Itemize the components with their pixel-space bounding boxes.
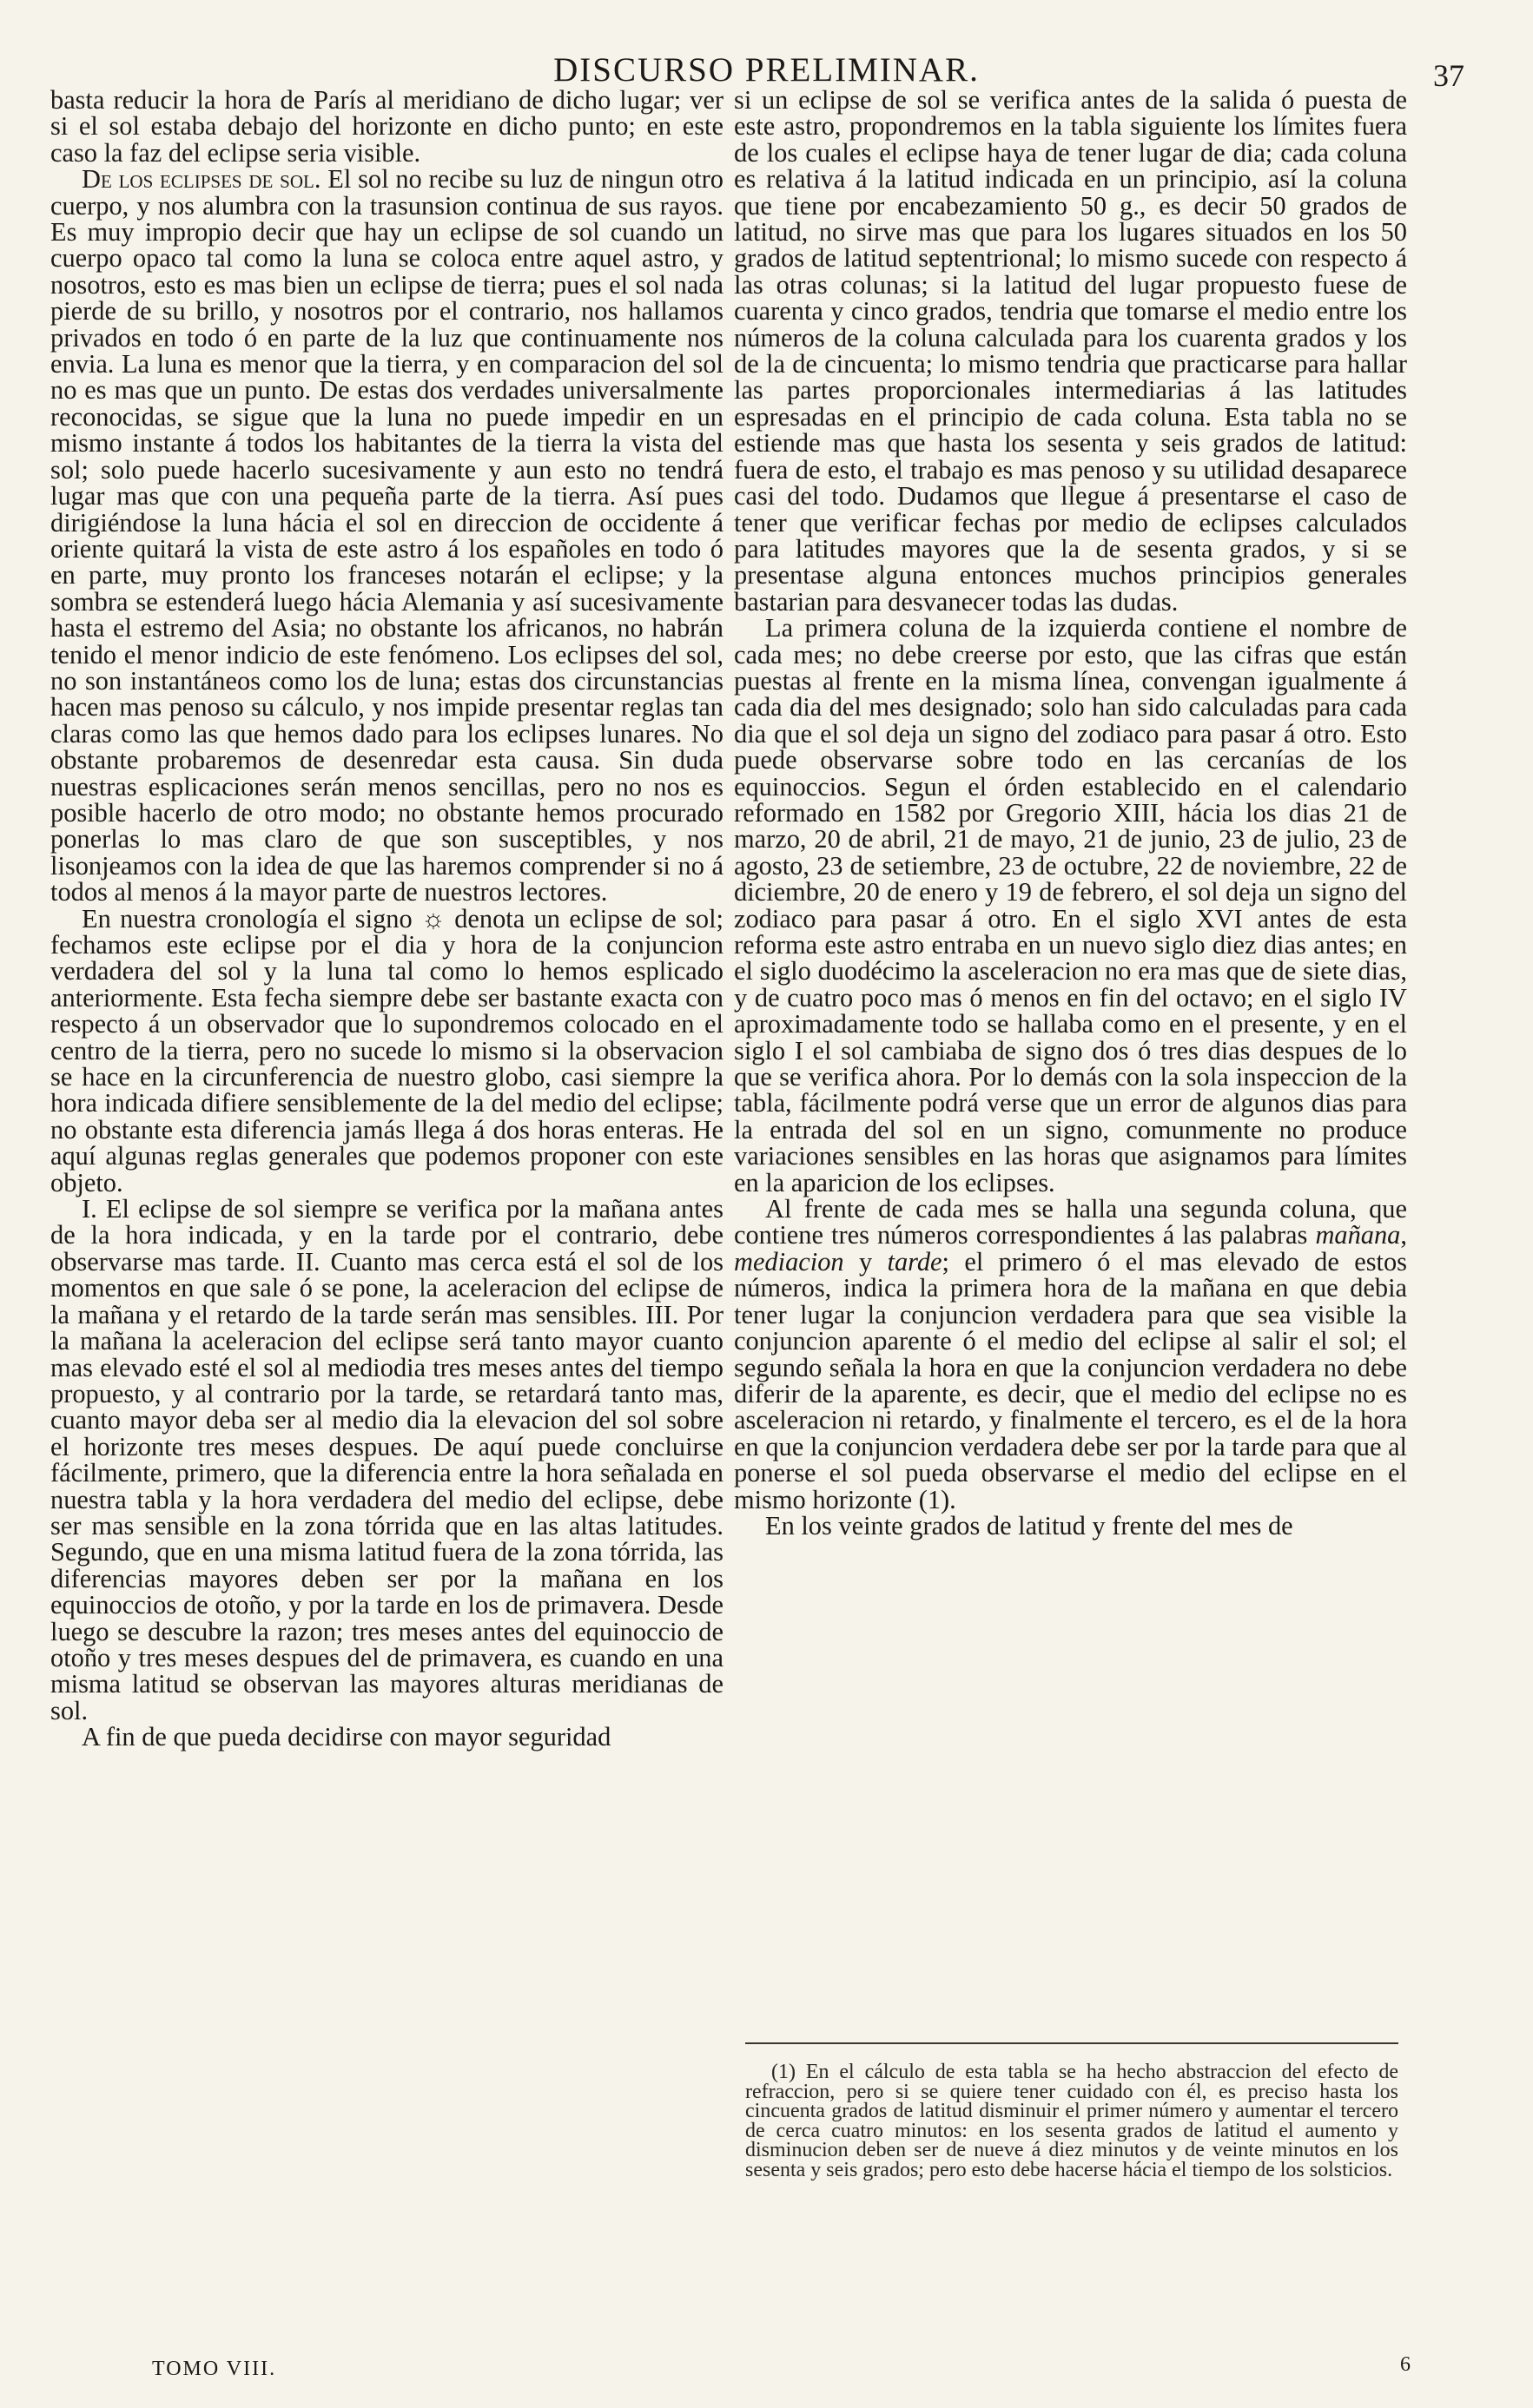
footnote-marker: (1) (771, 2061, 796, 2083)
left-paragraph-3-text-a: En nuestra cronología el signo (82, 903, 422, 934)
sun-eclipse-symbol-icon: ☼ (421, 903, 446, 934)
left-column (50, 87, 724, 1751)
left-paragraph-5: A fin de que pueda decidirse con mayor seguridad (82, 1722, 611, 1752)
left-paragraph-3-text-b: denota un eclipse de sol; fechamos este eclipse por el dia y hora de la conjuncion verdadera del sol y la luna tal como lo hemos esplicado anteriormente. Esta fecha siempre debe ser bastante exacta con respecto á un observador que lo supondremos colocado en el centro de la tierra, pero no sucede lo mismo si la observacion se hace en la circunferencia de nuestro globo, casi siempre la hora indicada difiere sensiblemente de la del medio del eclipse; no obstante esta diferencia jamás llega á dos horas enteras. He aquí algunas reglas generales que podemos proponer con este objeto. (50, 903, 724, 1197)
separator-1: , (1400, 1220, 1407, 1250)
section-heading-solar-eclipses: De los eclipses de sol. (82, 164, 321, 195)
right-column (734, 87, 1407, 1539)
left-paragraph-4: I. El eclipse de sol siempre se verifica por la mañana antes de la hora indicada, y en la tarde por el contrario, debe observarse mas tarde. II. Cuanto mas cerca está el sol de los momentos en que sale ó se pone, la aceleracion del eclipse de la mañana y el retardo de la tarde serán mas sensibles. III. Por la mañana la aceleracion del eclipse será tanto mayor cuanto mas elevado esté el sol al mediodia tres meses antes del tiempo propuesto, y al contrario por la tarde, se retardará tanto mas, cuanto mayor deba ser al medio dia la elevacion del sol sobre el horizonte tres meses despues. De aquí puede concluirse fácilmente, primero, que la diferencia entre la hora señalada en nuestra tabla y la hora verdadera del medio del eclipse, debe ser mas sensible en la zona tórrida que en las altas latitudes. Segundo, que en una misma latitud fuera de la zona tórrida, las diferencias mayores deben ser por la mañana en los equinoccios de otoño, y por la tarde en los de primavera. Desde luego se descubre la razon; tres meses antes del equinoccio de otoño y tres meses despues del de primavera, es cuando en una misma latitud se observan las mayores alturas meridianas de sol. (50, 1194, 724, 1725)
left-paragraph-2-body: El sol no recibe su luz de ningun otro cuerpo, y nos alumbra con la trasunsion continua de sus rayos. Es muy impropio decir que hay un eclipse de sol cuando un cuerpo opaco tal como la luna se coloca entre aquel astro, y nosotros, esto es mas bien un eclipse de tierra; pues el sol nada pierde de su brillo, y nosotros por el contrario, nos hallamos privados en todo ó en parte de la luz que continuamente nos envia. La luna es menor que la tierra, y en comparacion del sol no es mas que un punto. De estas dos verdades universalmente reconocidas, se sigue que la luna no puede impedir en un mismo instante á todos los habitantes de la tierra la vista del sol; solo puede hacerlo sucesivamente y aun esto no tendrá lugar mas que con una pequeña parte de la tierra. Así pues dirigiéndose la luna hácia el sol en direccion de occidente á oriente quitará la vista de este astro á los españoles en todo ó en parte, muy pronto los franceses notarán el eclipse; y la sombra se estenderá luego hácia Alemania y así sucesivamente hasta el estremo del Asia; no obstante los africanos, no habrán tenido el menor indicio de este fenómeno. Los eclipses del sol, no son instantáneos como los de luna; estas dos circunstancias hacen mas penoso su cálculo, y nos impide presentar reglas tan claras como las que hemos dado para los eclipses lunares. No obstante probaremos de desenredar esta causa. Sin duda nuestras esplicaciones serán menos sencillas, pero no nos es posible hacerlo de otro modo; no obstante hemos procurado ponerlas lo mas claro de que son susceptibles, y nos lisonjeamos con la idea de que las haremos comprender si no á todos al menos á la mayor parte de nuestros lectores. (50, 164, 724, 907)
gathering-signature: 6 (1400, 2353, 1411, 2376)
right-paragraph-3 (734, 1196, 1407, 1513)
right-paragraph-4: En los veinte grados de latitud y frente del mes de (765, 1510, 1293, 1540)
right-paragraph-3-text-b: ; el primero ó el mas elevado de estos números, indica la primera hora de la mañana en que debia tener lugar la conjuncion verdadera para que sea visible la conjuncion aparente ó el medio del eclipse al salir el sol; el segundo señala la hora en que la conjuncion verdadera no debe diferir de la aparente, es decir, que el medio del eclipse no es asceleracion ni retardo, y finalmente el tercero, es el de la hora en que la conjuncion verdadera debe ser por la tarde para que al ponerse el sol pueda observarse el medio del eclipse en el mismo horizonte (1). (734, 1246, 1407, 1514)
separator-2: y (843, 1246, 888, 1277)
left-paragraph-1: basta reducir la hora de París al meridiano de dicho lugar; ver si el sol estaba debajo del horizonte en dicho punto; en este caso la faz del eclipse seria visible. (50, 85, 724, 168)
footnote (745, 2062, 1398, 2180)
footnote-text: En el cálculo de esta tabla se ha hecho abstraccion del efecto de refraccion, pero si se quiere tener cuidado con él, es preciso hasta los cincuenta grados de latitud disminuir el primer número y aumentar el tercero de cerca cuatro minutos: en los sesenta grados de latitud el aumento y disminucion deben ser de nueve á diez minutos y de veinte minutos en los sesenta y seis grados; pero esto debe hacerse hácia el tiempo de los solsticios. (745, 2061, 1398, 2181)
page-number: 37 (1433, 58, 1464, 93)
right-paragraph-3-text-a: Al frente de cada mes se halla una segunda coluna, que contiene tres números correspondientes á las palabras (734, 1194, 1407, 1250)
word-mediacion: mediacion (734, 1246, 844, 1277)
volume-signature: TOMO VIII. (152, 2358, 277, 2380)
running-title: DISCURSO PRELIMINAR. (553, 51, 980, 89)
word-tarde: tarde (887, 1246, 942, 1277)
left-paragraph-2 (50, 166, 724, 905)
footnote-divider (745, 2042, 1398, 2044)
right-paragraph-1: si un eclipse de sol se verifica antes de la salida ó puesta de este astro, propondremos en la tabla siguiente los límites fuera de los cuales el eclipse haya de tener lugar de dia; cada coluna es relativa á la latitud indicada en un principio, así la coluna que tiene por encabezamiento 50 g., es decir 50 grados de latitud, no sirve mas que para los lugares situados en los 50 grados de latitud septentrional; lo mismo sucede con respecto á las otras colunas; si la latitud del lugar propuesto fuese de cuarenta y cinco grados, tendria que tomarse el medio entre los números de la coluna calculada para los cuarenta grados y los de la de cincuenta; lo mismo tendria que practicarse para hallar las partes proporcionales intermediarias á las latitudes espresadas en el principio de cada coluna. Esta tabla no se estiende mas que hasta los sesenta y seis grados de latitud: fuera de esto, el trabajo es mas penoso y su utilidad desaparece casi del todo. Dudamos que llegue á presentarse el caso de tener que verificar fechas por medio de eclipses calculados para latitudes mayores que la de sesenta grados, y si se presentase alguna entonces muchos principios generales bastarian para desvanecer todas las dudas. (734, 85, 1407, 617)
left-paragraph-3 (50, 903, 724, 1197)
word-manana: mañana (1315, 1220, 1401, 1250)
right-paragraph-2: La primera coluna de la izquierda contiene el nombre de cada mes; no debe creerse por esto, que las cifras que están puestas al frente en la misma línea, convengan igualmente á cada dia del mes designado; solo han sido calculadas para cada dia que el sol deja un signo del zodiaco para pasar á otro. Esto puede observarse sobre todo en las cercanías de los equinoccios. Segun el órden establecido en el calendario reformado en 1582 por Gregorio XIII, hácia los dias 21 de marzo, 20 de abril, 21 de mayo, 21 de junio, 23 de julio, 23 de agosto, 23 de setiembre, 23 de octubre, 22 de noviembre, 22 de diciembre, 20 de enero y 19 de febrero, el sol deja un signo del zodiaco para pasar á otro. En el siglo XVI antes de esta reforma este astro entraba en un nuevo siglo diez dias antes; en el siglo duodécimo la asceleracion no era mas que de siete dias, y de cuatro poco mas ó menos en fin del octavo; en el siglo IV aproximadamente todo se hallaba como en el presente, y en el siglo I el sol cambiaba de signo dos ó tres dias despues de lo que se verifica ahora. Por lo demás con la sola inspeccion de la tabla, fácilmente podrá verse que un error de algunos dias para la entrada del sol en un signo, comunmente no produce variaciones sensibles en las horas que asignamos para límites en la aparicion de los eclipses. (734, 613, 1407, 1197)
